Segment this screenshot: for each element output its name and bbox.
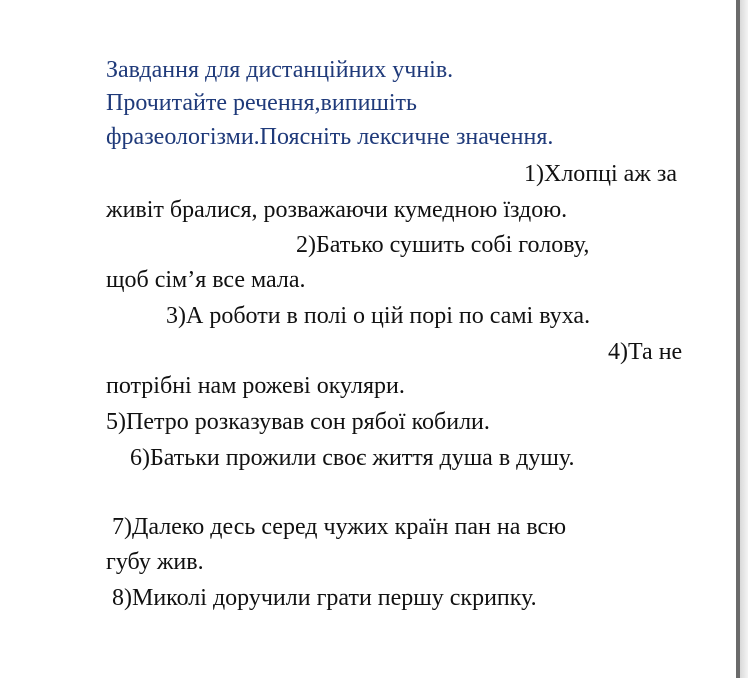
sentence-7-part-1: 7)Далеко десь серед чужих країн пан на всю: [112, 514, 567, 540]
sentence-1-part-1: 1)Хлопці аж за: [524, 161, 678, 187]
heading-line-1: Завдання для дистанційних учнів.: [106, 57, 454, 83]
page-edge-shadow: [740, 0, 748, 678]
sentence-1-part-2: живіт бралися, розважаючи кумедною їздою.: [106, 197, 568, 223]
sentence-8: 8)Миколі доручили грати першу скрипку.: [112, 585, 537, 611]
sentence-4-part-1: 4)Та не: [608, 339, 683, 365]
sentence-2-part-1: 2)Батько сушить собі голову,: [296, 232, 590, 258]
sentence-5: 5)Петро розказував сон рябої кобили.: [106, 409, 490, 435]
sentence-6: 6)Батьки прожили своє життя душа в душу.: [130, 445, 575, 471]
sentence-2-part-2: щоб сім’я все мала.: [106, 267, 306, 293]
sentence-7-part-2: губу жив.: [106, 549, 204, 575]
sentence-4-part-2: потрібні нам рожеві окуляри.: [106, 373, 405, 399]
heading-line-2: Прочитайте речення,випишіть: [106, 90, 417, 116]
sentence-3: 3)А роботи в полі о цій порі по самі вуха.: [166, 303, 591, 329]
heading-line-3: фразеологізми.Поясніть лексичне значення.: [106, 124, 554, 150]
